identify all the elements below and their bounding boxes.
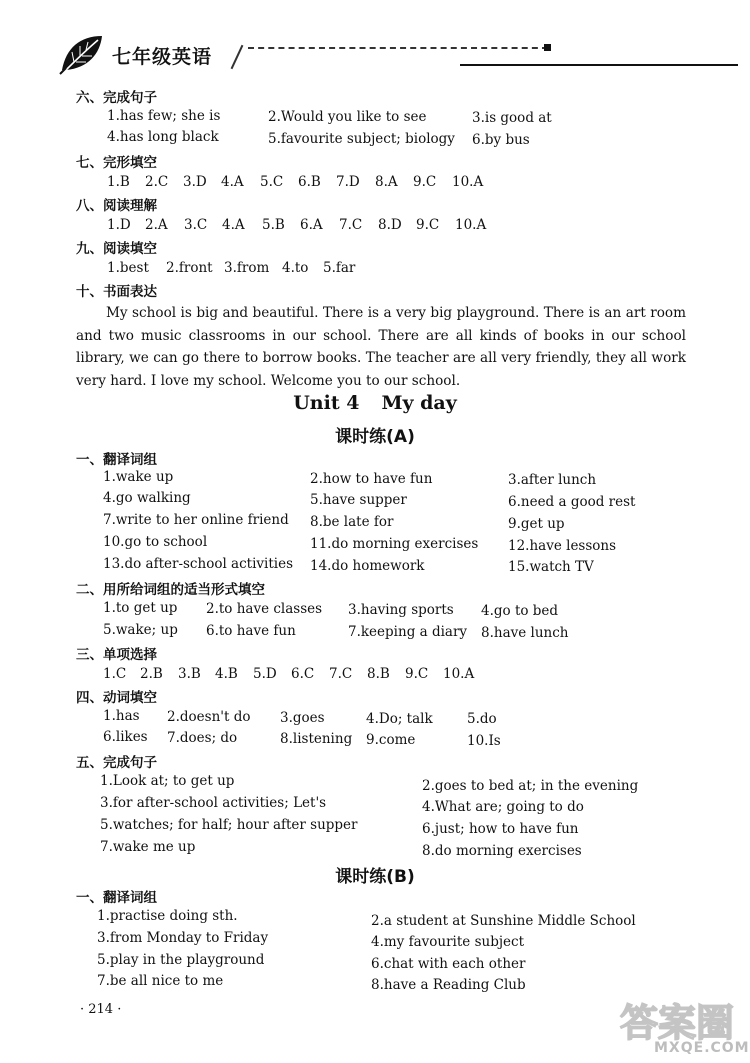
answer: 8.D bbox=[378, 217, 402, 233]
answer: 2.Would you like to see bbox=[268, 109, 427, 125]
section-heading: 一、翻译词组 bbox=[76, 452, 157, 468]
answer: 2.goes to bed at; in the evening bbox=[422, 778, 639, 794]
essay-text: My school is big and beautiful. There is a very big playground. There is an art room and two music classrooms in our school. There are all kinds of books in our school library, we can go there to borrow books. The teacher are all very friendly, they all work very hard. I love my school. Welcome you to our school. bbox=[76, 305, 686, 389]
answer: 15.watch TV bbox=[508, 559, 594, 575]
answer: 3.D bbox=[183, 174, 207, 190]
answer: 2.doesn't do bbox=[167, 709, 251, 725]
page-number: · 214 · bbox=[80, 1002, 122, 1017]
answer: 13.do after-school activities bbox=[103, 556, 294, 572]
answer: 3.is good at bbox=[472, 110, 552, 126]
page-header bbox=[58, 30, 698, 80]
answer: 1.C bbox=[103, 666, 127, 682]
answer: 4.go to bed bbox=[481, 603, 559, 619]
answer: 3.after lunch bbox=[508, 472, 597, 488]
answer: 4.to bbox=[282, 260, 309, 276]
answer: 1.has few; she is bbox=[107, 108, 221, 124]
header-dash-end bbox=[544, 44, 551, 51]
answer: 6.need a good rest bbox=[508, 494, 636, 510]
section-heading: 二、用所给词组的适当形式填空 bbox=[76, 582, 265, 598]
answer: 10.A bbox=[443, 666, 475, 682]
lesson-b-title: 课时练(B) bbox=[335, 867, 415, 887]
answer: 6.likes bbox=[103, 729, 148, 745]
answer: 5.C bbox=[260, 174, 284, 190]
answer: 8.listening bbox=[280, 731, 353, 747]
answer: 7.be all nice to me bbox=[97, 973, 224, 989]
answer: 4.B bbox=[215, 666, 238, 682]
answer: 3.from Monday to Friday bbox=[97, 930, 269, 946]
section-heading: 八、阅读理解 bbox=[76, 198, 157, 214]
section-heading: 五、完成句子 bbox=[76, 755, 157, 771]
answer: 8.be late for bbox=[310, 514, 394, 530]
answer: 2.B bbox=[140, 666, 163, 682]
answer: 2.A bbox=[145, 217, 168, 233]
answer: 5.far bbox=[323, 260, 356, 276]
answer: 9.C bbox=[405, 666, 429, 682]
unit-label: Unit 4 bbox=[293, 392, 360, 414]
answer: 5.B bbox=[262, 217, 285, 233]
answer: 1.to get up bbox=[103, 600, 178, 616]
section-heading: 九、阅读填空 bbox=[76, 241, 157, 257]
answer: 6.A bbox=[300, 217, 323, 233]
answer: 5.play in the playground bbox=[97, 952, 265, 968]
answer: 6.chat with each other bbox=[371, 956, 526, 972]
answer: 7.C bbox=[339, 217, 363, 233]
answer: 4.A bbox=[222, 217, 245, 233]
essay-answer bbox=[76, 302, 686, 392]
answer: 4.Do; talk bbox=[366, 711, 433, 727]
answer: 3.for after-school activities; Let's bbox=[100, 795, 327, 811]
unit-name: My day bbox=[381, 392, 457, 414]
unit-title bbox=[0, 392, 750, 414]
answer: 7.wake me up bbox=[100, 839, 196, 855]
answer: 6.just; how to have fun bbox=[422, 821, 579, 837]
answer: 4.A bbox=[221, 174, 244, 190]
lesson-a-title: 课时练(A) bbox=[335, 427, 415, 447]
answer: 6.by bus bbox=[472, 132, 530, 148]
answer: 12.have lessons bbox=[508, 538, 617, 554]
answer: 8.B bbox=[367, 666, 390, 682]
answer: 4.go walking bbox=[103, 490, 191, 506]
header-slash bbox=[231, 45, 244, 69]
section-heading: 七、完形填空 bbox=[76, 155, 157, 171]
answer: 3.having sports bbox=[348, 602, 454, 618]
leaf-icon bbox=[58, 32, 106, 76]
answer: 2.front bbox=[166, 260, 213, 276]
book-title: 七年级英语 bbox=[112, 46, 213, 68]
answer: 3.from bbox=[224, 260, 270, 276]
answer: 3.C bbox=[184, 217, 208, 233]
answer: 5.D bbox=[253, 666, 277, 682]
answer: 10.A bbox=[455, 217, 487, 233]
answer: 8.do morning exercises bbox=[422, 843, 582, 859]
answer: 9.C bbox=[413, 174, 437, 190]
answer: 1.wake up bbox=[103, 469, 174, 485]
answer: 1.B bbox=[107, 174, 130, 190]
section-heading: 十、书面表达 bbox=[76, 284, 157, 300]
answer: 7.keeping a diary bbox=[348, 624, 468, 640]
answer: 7.D bbox=[336, 174, 360, 190]
section-heading: 四、动词填空 bbox=[76, 690, 157, 706]
answer: 8.A bbox=[375, 174, 398, 190]
answer: 1.has bbox=[103, 708, 140, 724]
watermark-logo-text: 答案圈 bbox=[620, 1001, 735, 1045]
answer: 5.favourite subject; biology bbox=[268, 131, 455, 147]
answer: 5.watches; for half; hour after supper bbox=[100, 817, 358, 833]
answer: 8.have a Reading Club bbox=[371, 977, 526, 993]
answer: 6.to have fun bbox=[206, 623, 296, 639]
answer: 8.have lunch bbox=[481, 625, 569, 641]
answer: 6.C bbox=[291, 666, 315, 682]
answer: 1.D bbox=[107, 217, 131, 233]
answer: 9.C bbox=[416, 217, 440, 233]
header-dash-line bbox=[248, 47, 548, 49]
answer: 3.B bbox=[178, 666, 201, 682]
answer: 5.do bbox=[467, 711, 497, 727]
answer: 2.how to have fun bbox=[310, 471, 433, 487]
answer: 2.to have classes bbox=[206, 601, 323, 617]
header-rule bbox=[460, 64, 738, 66]
answer: 7.does; do bbox=[167, 730, 238, 746]
watermark-site-text: MXQE.COM bbox=[654, 1040, 750, 1056]
answer: 3.goes bbox=[280, 710, 325, 726]
answer: 9.get up bbox=[508, 516, 565, 532]
answer: 4.my favourite subject bbox=[371, 934, 524, 950]
answer: 5.wake; up bbox=[103, 622, 178, 638]
answer: 2.a student at Sunshine Middle School bbox=[371, 913, 636, 929]
answer: 10.go to school bbox=[103, 534, 208, 550]
section-heading: 三、单项选择 bbox=[76, 647, 157, 663]
answer: 7.write to her online friend bbox=[103, 512, 289, 528]
answer: 1.practise doing sth. bbox=[97, 908, 238, 924]
answer: 7.C bbox=[329, 666, 353, 682]
answer: 1.best bbox=[107, 260, 149, 276]
answer: 2.C bbox=[145, 174, 169, 190]
answer: 5.have supper bbox=[310, 492, 407, 508]
section-heading: 六、完成句子 bbox=[76, 90, 157, 106]
answer: 14.do homework bbox=[310, 558, 425, 574]
section-heading: 一、翻译词组 bbox=[76, 890, 157, 906]
answer: 11.do morning exercises bbox=[310, 536, 479, 552]
answer: 10.Is bbox=[467, 733, 501, 749]
answer: 9.come bbox=[366, 732, 416, 748]
answer: 1.Look at; to get up bbox=[100, 773, 235, 789]
answer: 6.B bbox=[298, 174, 321, 190]
answer: 4.What are; going to do bbox=[422, 799, 584, 815]
answer: 4.has long black bbox=[107, 129, 219, 145]
answer: 10.A bbox=[452, 174, 484, 190]
